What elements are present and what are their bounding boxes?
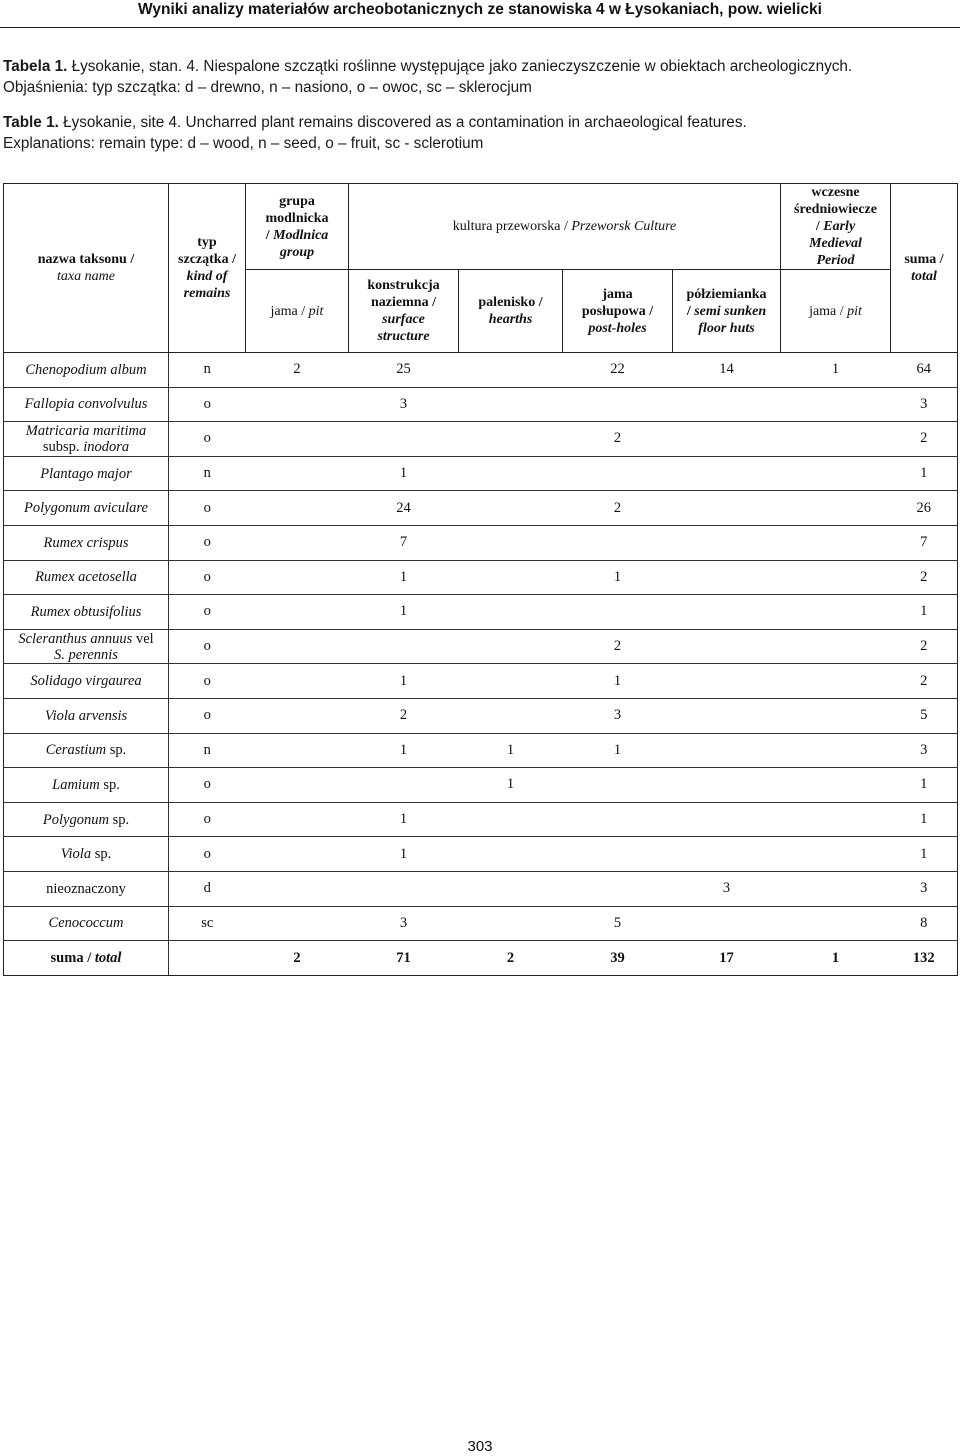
- count-cell-kind: d: [169, 871, 246, 906]
- count-cell-hut: [673, 387, 781, 422]
- count-cell-total: 1: [891, 768, 958, 803]
- count-cell-hearth: [459, 837, 563, 872]
- count-cell-kind: n: [169, 733, 246, 768]
- count-cell-early: [781, 422, 891, 457]
- count-cell-early: [781, 768, 891, 803]
- taxon-name-part: inodora: [83, 438, 130, 455]
- count-cell-posthole: [563, 387, 673, 422]
- count-cell-hut: [673, 698, 781, 733]
- header-early-en2: Medieval: [809, 236, 862, 251]
- table-row: [4, 871, 958, 906]
- table-row: [4, 422, 958, 457]
- count-cell-kind: n: [169, 353, 246, 388]
- taxon-cell: [4, 491, 169, 526]
- count-cell-hearth: [459, 422, 563, 457]
- count-cell-total: 3: [891, 387, 958, 422]
- caption-polish-label: Tabela 1.: [3, 58, 68, 75]
- table-row: [4, 698, 958, 733]
- count-cell-modlnica: [246, 837, 349, 872]
- count-cell-total: 2: [891, 629, 958, 664]
- count-cell-hut: [673, 837, 781, 872]
- count-cell-early: [781, 698, 891, 733]
- count-cell-modlnica: [246, 802, 349, 837]
- header-modlnica-group: [246, 184, 349, 270]
- total-cell-surface: 71: [349, 941, 459, 976]
- count-cell-surface: 3: [349, 387, 459, 422]
- count-cell-total: 1: [891, 456, 958, 491]
- taxon-name-part: Cenococcum: [48, 915, 124, 932]
- header-surface-en2: structure: [377, 329, 430, 344]
- count-cell-hearth: [459, 387, 563, 422]
- taxon-name-part: Plantago major: [40, 465, 132, 482]
- count-cell-early: [781, 664, 891, 699]
- taxon-name-part: Chenopodium album: [25, 361, 147, 378]
- count-cell-kind: o: [169, 595, 246, 630]
- table-row: [4, 629, 958, 664]
- total-cell-hut: 17: [673, 941, 781, 976]
- taxon-name-part: Fallopia convolvulus: [24, 396, 148, 413]
- total-cell-total: 132: [891, 941, 958, 976]
- header-przeworsk-pl: kultura przeworska /: [452, 219, 572, 234]
- count-cell-early: [781, 525, 891, 560]
- taxon-cell: [4, 560, 169, 595]
- count-cell-hearth: [459, 456, 563, 491]
- header-posthole-en: post-holes: [588, 320, 647, 336]
- header-hearths: [459, 270, 563, 353]
- count-cell-posthole: 2: [563, 629, 673, 664]
- count-cell-modlnica: [246, 595, 349, 630]
- header-kind-en2: remains: [183, 286, 231, 301]
- count-cell-modlnica: [246, 491, 349, 526]
- count-cell-total: 26: [891, 491, 958, 526]
- taxon-cell: [4, 422, 169, 457]
- count-cell-posthole: 1: [563, 664, 673, 699]
- count-cell-hearth: [459, 664, 563, 699]
- count-cell-modlnica: [246, 768, 349, 803]
- header-total: [891, 184, 958, 353]
- count-cell-hut: [673, 802, 781, 837]
- header-kind: [169, 184, 246, 353]
- count-cell-kind: o: [169, 525, 246, 560]
- count-cell-posthole: [563, 837, 673, 872]
- count-cell-modlnica: [246, 560, 349, 595]
- count-cell-total: 1: [891, 595, 958, 630]
- count-cell-hut: [673, 525, 781, 560]
- count-cell-kind: o: [169, 802, 246, 837]
- total-label-pl: suma /: [50, 950, 95, 967]
- count-cell-kind: o: [169, 698, 246, 733]
- taxon-name-part: sp.: [94, 846, 112, 863]
- remains-table: [3, 183, 958, 976]
- count-cell-kind: o: [169, 491, 246, 526]
- header-total-pl: suma /: [904, 252, 944, 267]
- header-posthole-pl1: jama: [602, 286, 633, 302]
- header-modlnica-pl1: grupa: [279, 193, 315, 209]
- header-modlnica-en2: group: [279, 244, 315, 260]
- header-hearth-pl: palenisko /: [478, 295, 543, 310]
- count-cell-posthole: 3: [563, 698, 673, 733]
- header-kind-pl2: szczątka /: [178, 252, 236, 267]
- count-cell-surface: 1: [349, 595, 459, 630]
- count-cell-posthole: 22: [563, 353, 673, 388]
- count-cell-hut: 14: [673, 353, 781, 388]
- count-cell-modlnica: [246, 698, 349, 733]
- taxon-cell: [4, 698, 169, 733]
- count-cell-early: [781, 871, 891, 906]
- table-row: [4, 491, 958, 526]
- count-cell-early: 1: [781, 353, 891, 388]
- count-cell-early: [781, 491, 891, 526]
- header-hut-sep: /: [686, 303, 695, 319]
- count-cell-early: [781, 560, 891, 595]
- taxon-cell: [4, 387, 169, 422]
- header-floor-huts: [673, 270, 781, 353]
- header-surface-structure: [349, 270, 459, 353]
- count-cell-total: 1: [891, 837, 958, 872]
- header-early-en1: Early: [823, 219, 856, 234]
- header-hut-pl: półziemianka: [686, 286, 767, 302]
- count-cell-early: [781, 733, 891, 768]
- taxon-name-part: subsp.: [42, 438, 80, 455]
- count-cell-hut: [673, 906, 781, 941]
- count-cell-posthole: [563, 768, 673, 803]
- header-pit-en: pit: [308, 303, 324, 319]
- header-pit2-pl: jama /: [809, 303, 848, 319]
- header-total-en: total: [911, 269, 937, 284]
- count-cell-kind: o: [169, 560, 246, 595]
- header-taxon-en: taxa name: [57, 269, 115, 284]
- count-cell-kind: o: [169, 837, 246, 872]
- count-cell-surface: [349, 871, 459, 906]
- header-early-pl2: średniowiecze: [794, 202, 877, 217]
- taxon-name-part: Cerastium: [45, 742, 107, 759]
- count-cell-posthole: [563, 456, 673, 491]
- header-modlnica-pit: [246, 270, 349, 353]
- table-row: [4, 837, 958, 872]
- count-cell-total: 1: [891, 802, 958, 837]
- taxon-cell: [4, 871, 169, 906]
- count-cell-early: [781, 629, 891, 664]
- count-cell-posthole: [563, 525, 673, 560]
- count-cell-modlnica: [246, 387, 349, 422]
- taxon-cell: [4, 456, 169, 491]
- table-row: [4, 733, 958, 768]
- taxon-name-part: nieoznaczony: [46, 880, 126, 897]
- count-cell-early: [781, 456, 891, 491]
- header-hut-en2: floor huts: [698, 320, 755, 336]
- count-cell-posthole: [563, 802, 673, 837]
- taxon-name-part: sp.: [112, 811, 130, 828]
- count-cell-surface: 2: [349, 698, 459, 733]
- count-cell-early: [781, 595, 891, 630]
- taxon-name-part: Matricaria maritima: [25, 422, 147, 439]
- count-cell-kind: n: [169, 456, 246, 491]
- taxon-cell: [4, 525, 169, 560]
- count-cell-surface: [349, 629, 459, 664]
- taxon-name-part: Lamium: [52, 776, 100, 793]
- count-cell-posthole: 1: [563, 733, 673, 768]
- count-cell-total: 5: [891, 698, 958, 733]
- count-cell-total: 2: [891, 664, 958, 699]
- count-cell-total: 8: [891, 906, 958, 941]
- count-cell-surface: 1: [349, 664, 459, 699]
- count-cell-surface: 3: [349, 906, 459, 941]
- count-cell-total: 7: [891, 525, 958, 560]
- header-early-en3: Period: [816, 253, 855, 268]
- count-cell-hearth: [459, 871, 563, 906]
- header-hearth-en: hearths: [488, 312, 533, 327]
- caption-polish-text: Łysokanie, stan. 4. Niespalone szczątki roślinne występujące jako zanieczyszczenie w obiektach archeologicznych.: [67, 58, 853, 75]
- header-modlnica-pl2: modlnicka: [265, 210, 329, 226]
- taxon-cell: [4, 768, 169, 803]
- header-surface-pl1: konstrukcja: [367, 278, 440, 293]
- count-cell-hut: [673, 768, 781, 803]
- header-early-pit: [781, 270, 891, 353]
- total-label: [4, 941, 169, 976]
- header-modlnica-sep: /: [265, 227, 274, 243]
- caption-english-label: Table 1.: [3, 114, 59, 131]
- count-cell-total: 3: [891, 733, 958, 768]
- count-cell-posthole: 5: [563, 906, 673, 941]
- count-cell-posthole: 2: [563, 491, 673, 526]
- count-cell-hearth: [459, 906, 563, 941]
- table-row: [4, 456, 958, 491]
- taxon-name-part: sp.: [109, 742, 127, 759]
- header-post-holes: [563, 270, 673, 353]
- taxon-cell: [4, 733, 169, 768]
- table-row: [4, 525, 958, 560]
- count-cell-posthole: 2: [563, 422, 673, 457]
- taxon-name-part: Scleranthus annuus: [18, 630, 133, 647]
- header-pit-pl: jama /: [270, 303, 309, 319]
- count-cell-hut: 3: [673, 871, 781, 906]
- count-cell-kind: o: [169, 422, 246, 457]
- count-cell-surface: 24: [349, 491, 459, 526]
- total-cell-early: 1: [781, 941, 891, 976]
- header-taxon: [4, 184, 169, 353]
- header-przeworsk-en: Przeworsk Culture: [571, 219, 677, 234]
- header-przeworsk-culture: [349, 184, 781, 270]
- header-early-sep: /: [815, 219, 824, 234]
- caption-english-text: Łysokanie, site 4. Uncharred plant remains discovered as a contamination in archaeological features.: [58, 114, 747, 131]
- header-early-medieval: [781, 184, 891, 270]
- taxon-name-part: Viola: [60, 846, 92, 863]
- taxon-cell: [4, 629, 169, 664]
- count-cell-modlnica: [246, 456, 349, 491]
- table-row: [4, 906, 958, 941]
- count-cell-surface: 1: [349, 456, 459, 491]
- table-row: [4, 387, 958, 422]
- header-pit2-en: pit: [847, 303, 862, 319]
- count-cell-early: [781, 837, 891, 872]
- count-cell-modlnica: [246, 733, 349, 768]
- count-cell-hearth: [459, 525, 563, 560]
- count-cell-hearth: 1: [459, 733, 563, 768]
- taxon-name-part: Polygonum: [42, 811, 109, 828]
- table-row: [4, 353, 958, 388]
- count-cell-surface: [349, 422, 459, 457]
- table-row: [4, 802, 958, 837]
- header-hut-en1: semi sunken: [694, 303, 767, 319]
- count-cell-modlnica: [246, 664, 349, 699]
- table-row: [4, 560, 958, 595]
- page-number: 303: [467, 1438, 493, 1455]
- count-cell-total: 2: [891, 422, 958, 457]
- header-kind-pl1: typ: [197, 235, 217, 250]
- caption-english: [3, 112, 953, 154]
- count-cell-hut: [673, 422, 781, 457]
- taxon-name-part: Solidago virgaurea: [30, 673, 142, 690]
- header-kind-en1: kind of: [186, 269, 228, 284]
- taxon-name-part: Rumex crispus: [43, 534, 129, 551]
- total-cell-hearth: 2: [459, 941, 563, 976]
- count-cell-hearth: [459, 595, 563, 630]
- taxon-cell: [4, 906, 169, 941]
- count-cell-surface: 1: [349, 560, 459, 595]
- count-cell-hut: [673, 595, 781, 630]
- running-header: Wyniki analizy materiałów archeobotanicznych ze stanowiska 4 w Łysokaniach, pow. wielicki: [138, 1, 822, 18]
- count-cell-total: 2: [891, 560, 958, 595]
- count-cell-hut: [673, 560, 781, 595]
- header-taxon-pl: nazwa taksonu /: [37, 252, 135, 267]
- count-cell-posthole: 1: [563, 560, 673, 595]
- count-cell-modlnica: [246, 906, 349, 941]
- total-cell-posthole: 39: [563, 941, 673, 976]
- caption-polish-explanations: Objaśnienia: typ szczątka: d – drewno, n – nasiono, o – owoc, sc – sklerocjum: [3, 79, 532, 96]
- count-cell-posthole: [563, 595, 673, 630]
- count-cell-surface: 1: [349, 837, 459, 872]
- count-cell-surface: 7: [349, 525, 459, 560]
- count-cell-kind: o: [169, 387, 246, 422]
- taxon-name-part: sp.: [103, 776, 120, 793]
- count-cell-total: 64: [891, 353, 958, 388]
- count-cell-early: [781, 906, 891, 941]
- count-cell-hut: [673, 456, 781, 491]
- taxon-cell: [4, 595, 169, 630]
- taxon-name-part: S. perennis: [54, 646, 118, 663]
- count-cell-kind: o: [169, 629, 246, 664]
- table-row: [4, 595, 958, 630]
- count-cell-hearth: [459, 698, 563, 733]
- taxon-name-part: Rumex acetosella: [35, 569, 137, 586]
- count-cell-surface: 25: [349, 353, 459, 388]
- count-cell-hut: [673, 491, 781, 526]
- header-early-pl1: wczesne: [811, 185, 860, 200]
- count-cell-hearth: [459, 353, 563, 388]
- count-cell-hut: [673, 629, 781, 664]
- header-surface-en1: surface: [382, 312, 425, 327]
- count-cell-hearth: [459, 560, 563, 595]
- count-cell-hearth: [459, 802, 563, 837]
- count-cell-surface: 1: [349, 733, 459, 768]
- total-row: [4, 941, 958, 976]
- header-modlnica-en1: Modlnica: [273, 227, 329, 243]
- count-cell-modlnica: [246, 871, 349, 906]
- taxon-cell: [4, 664, 169, 699]
- count-cell-kind: o: [169, 664, 246, 699]
- count-cell-kind: o: [169, 768, 246, 803]
- count-cell-posthole: [563, 871, 673, 906]
- total-label-en: total: [94, 950, 122, 967]
- header-surface-pl2: naziemna /: [371, 295, 436, 310]
- caption-english-explanations: Explanations: remain type: d – wood, n – seed, o – fruit, sc - sclerotium: [3, 135, 484, 152]
- taxon-name-part: vel: [135, 630, 154, 647]
- count-cell-hut: [673, 664, 781, 699]
- count-cell-early: [781, 802, 891, 837]
- taxon-name-part: Polygonum aviculare: [24, 500, 148, 517]
- count-cell-hut: [673, 733, 781, 768]
- count-cell-surface: 1: [349, 802, 459, 837]
- total-cell-modlnica: 2: [246, 941, 349, 976]
- count-cell-hearth: 1: [459, 768, 563, 803]
- table-row: [4, 664, 958, 699]
- count-cell-total: 3: [891, 871, 958, 906]
- count-cell-modlnica: 2: [246, 353, 349, 388]
- taxon-cell: [4, 837, 169, 872]
- count-cell-surface: [349, 768, 459, 803]
- header-posthole-pl2: posłupowa /: [581, 303, 654, 319]
- taxon-name-part: Rumex obtusifolius: [30, 603, 142, 620]
- count-cell-modlnica: [246, 629, 349, 664]
- count-cell-hearth: [459, 491, 563, 526]
- count-cell-kind: sc: [169, 906, 246, 941]
- taxon-cell: [4, 353, 169, 388]
- total-kind-cell: [169, 941, 246, 976]
- count-cell-modlnica: [246, 525, 349, 560]
- taxon-name-part: Viola arvensis: [44, 707, 128, 724]
- table-row: [4, 768, 958, 803]
- count-cell-modlnica: [246, 422, 349, 457]
- caption-polish: [3, 56, 953, 98]
- header-rule: [0, 27, 960, 28]
- count-cell-early: [781, 387, 891, 422]
- taxon-cell: [4, 802, 169, 837]
- count-cell-hearth: [459, 629, 563, 664]
